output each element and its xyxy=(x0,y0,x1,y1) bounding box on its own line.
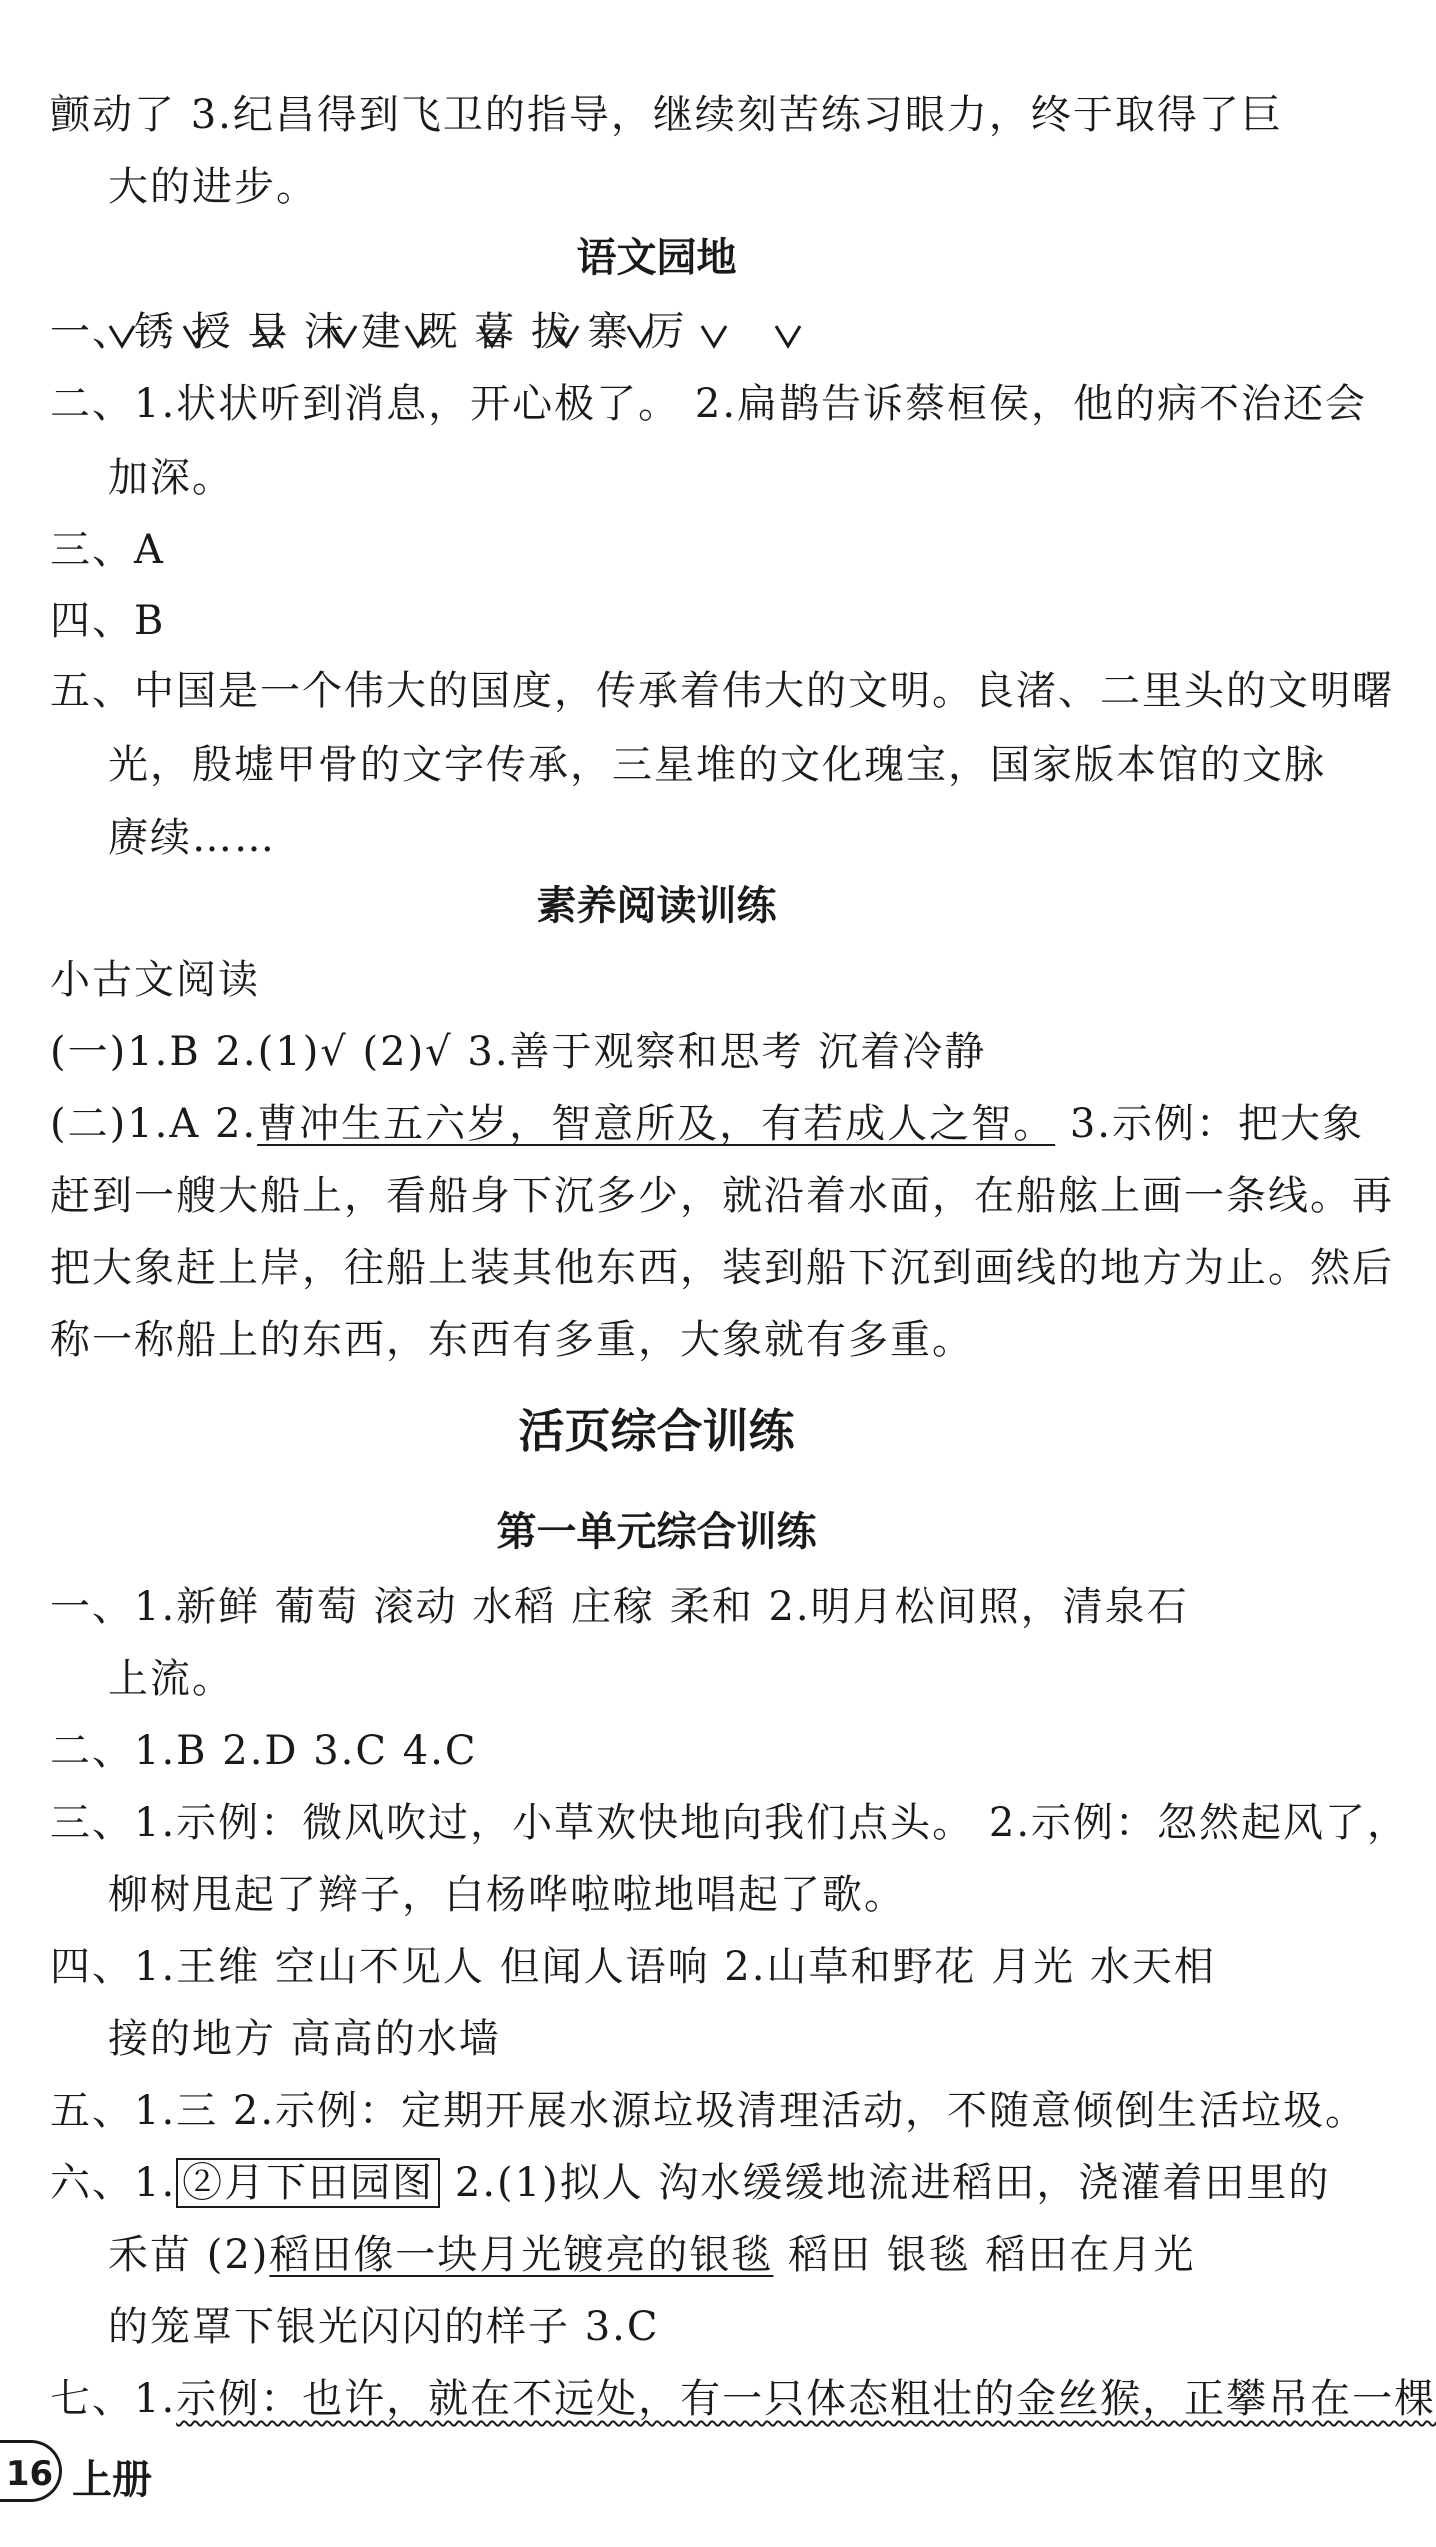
boxed-answer: ②月下田园图 xyxy=(176,2158,440,2208)
text-line: 三、1.示例：微风吹过，小草欢快地向我们点头。 2.示例：忽然起风了， xyxy=(50,1800,1410,1846)
text-line xyxy=(50,2376,1436,2422)
check-mark xyxy=(702,326,726,346)
text-line: 柳树甩起了辫子，白杨哗啦啦地唱起了歌。 xyxy=(108,1872,906,1918)
check-mark xyxy=(554,326,578,346)
check-mark xyxy=(332,326,356,346)
unit-heading: 第一单元综合训练 xyxy=(496,1509,817,1555)
wavy-underlined-answer: 示例：也许，就在不远处，有一只体态粗壮的金丝猴，正攀吊在一棵 xyxy=(176,2376,1436,2422)
volume-label: 上册 xyxy=(72,2457,152,2503)
text-line: 加深。 xyxy=(108,455,234,501)
text-line: 二、1.状状听到消息，开心极了。 2.扁鹊告诉蔡桓侯，他的病不治还会 xyxy=(50,381,1368,427)
text-line: 一、1.新鲜 葡萄 滚动 水稻 庄稼 柔和 2.明月松间照，清泉石 xyxy=(50,1584,1189,1630)
text-segment: 七、1. xyxy=(50,2376,177,2422)
check-mark xyxy=(628,326,652,346)
text-line: 称一称船上的东西，东西有多重，大象就有多重。 xyxy=(50,1317,974,1363)
text-line: 五、中国是一个伟大的国度，传承着伟大的文明。良渚、二里头的文明曙 xyxy=(50,668,1394,714)
text-line: 颤动了 3.纪昌得到飞卫的指导，继续刻苦练习眼力，终于取得了巨 xyxy=(50,92,1283,138)
text-line xyxy=(50,1101,1365,1147)
check-mark xyxy=(184,326,208,346)
text-segment: 3.示例：把大象 xyxy=(1055,1101,1365,1147)
text-line: 赶到一艘大船上，看船身下沉多少，就沿着水面，在船舷上画一条线。再 xyxy=(50,1173,1394,1219)
text-line: (一)1.B 2.(1)√ (2)√ 3.善于观察和思考 沉着冷静 xyxy=(50,1029,987,1075)
text-line: 小古文阅读 xyxy=(50,957,260,1003)
text-segment: 稻田 银毯 稻田在月光 xyxy=(773,2232,1196,2278)
underlined-answer: 曹冲生五六岁，智意所及，有若成人之智。 xyxy=(257,1101,1056,1147)
text-line xyxy=(50,2160,1331,2206)
text-line: 上流。 xyxy=(108,1656,234,1702)
text-line: 四、1.王维 空山不见人 但闻人语响 2.山草和野花 月光 水天相 xyxy=(50,1944,1216,1990)
text-segment: (二)1.A 2. xyxy=(50,1101,258,1147)
text-line: 接的地方 高高的水墙 xyxy=(108,2016,501,2062)
text-line: 四、B xyxy=(50,598,166,644)
text-line: 光，殷墟甲骨的文字传承，三星堆的文化瑰宝，国家版本馆的文脉 xyxy=(108,742,1326,788)
text-line: 五、1.三 2.示例：定期开展水源垃圾清理活动，不随意倾倒生活垃圾。 xyxy=(50,2088,1368,2134)
check-mark xyxy=(110,326,134,346)
section-heading: 活页综合训练 xyxy=(518,1404,795,1458)
text-segment: 禾苗 (2) xyxy=(108,2232,270,2278)
text-segment: 六、1. xyxy=(50,2160,177,2206)
text-line: 二、1.B 2.D 3.C 4.C xyxy=(50,1728,478,1774)
text-line: 把大象赶上岸，往船上装其他东西，装到船下沉到画线的地方为止。然后 xyxy=(50,1245,1394,1291)
underlined-answer: 稻田像一块月光镀亮的银毯 xyxy=(269,2232,774,2278)
text-line: 一、锈 授 县 沫 建 既 暮 拔 寨 厉 xyxy=(50,309,687,355)
check-mark xyxy=(480,326,504,346)
checkmarks-row xyxy=(98,312,818,352)
text-line: 的笼罩下银光闪闪的样子 3.C xyxy=(108,2304,660,2350)
page-number: 16 xyxy=(0,2440,62,2502)
section-heading: 语文园地 xyxy=(576,235,737,281)
text-line: 三、A xyxy=(50,527,165,573)
text-line xyxy=(108,2232,1196,2278)
check-mark xyxy=(258,326,282,346)
text-line: 大的进步。 xyxy=(108,164,318,210)
section-heading: 素养阅读训练 xyxy=(536,883,777,929)
text-line: 赓续…… xyxy=(108,815,276,861)
text-segment: 2.(1)拟人 沟水缓缓地流进稻田，浇灌着田里的 xyxy=(440,2160,1331,2206)
check-mark xyxy=(406,326,430,346)
check-mark xyxy=(776,326,800,346)
